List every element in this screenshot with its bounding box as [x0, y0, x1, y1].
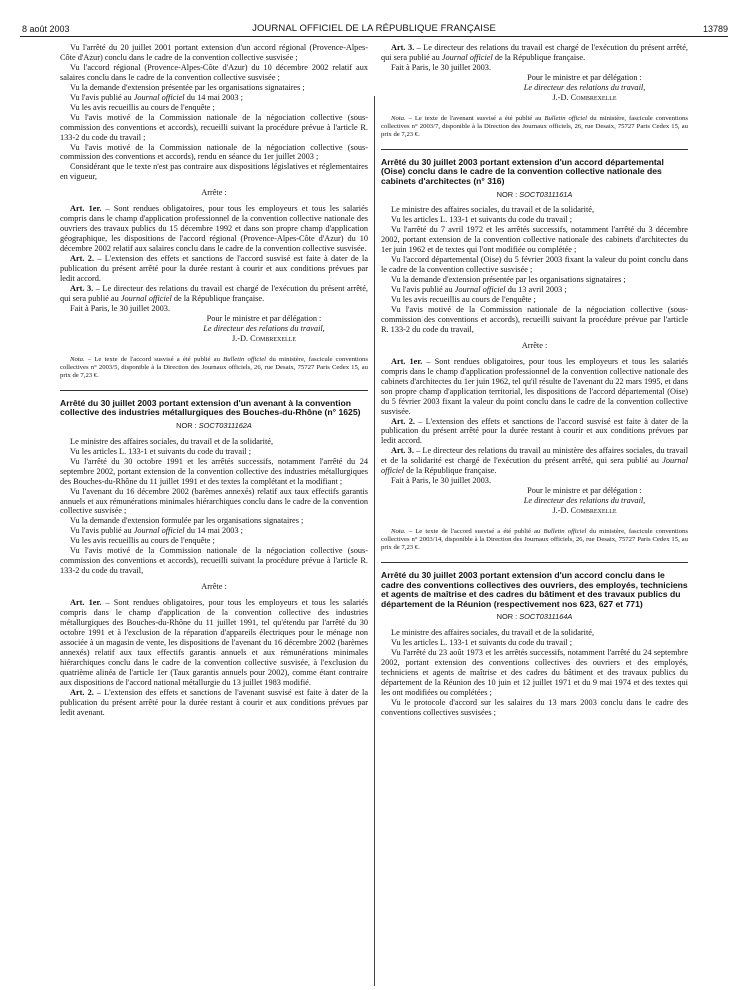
- nota: Nota. – Le texte de l'accord susvisé a été publié au Bulletin officiel du ministère, fascicule conventions collectives n° 2003/5, disponible à la Direction des Journaux officiels, 26, rue Desaix, 75727 Paris Cedex 15, au prix de 7,23 €.: [60, 355, 368, 379]
- article-3: Art. 3. – Le directeur des relations du travail au ministère des affaires sociales, du travail et de la solidarité est chargé de l'exécution du présent arrêté, qui sera publié au Journal officiel de la République française.: [381, 446, 688, 476]
- nor-reference: NOR : SOCT0311161A: [496, 189, 573, 199]
- paragraph: Vu la demande d'extension présentée par les organisations signataires ;: [70, 82, 305, 92]
- article-1: Art. 1er. – Sont rendues obligatoires, pour tous les employeurs et tous les salariés compris dans le champ d'application professionnel de la convention collective nationale des cabinets d'architectes du 1er juin 1962, tel qu'il résulte de l'avenant du 22 mars 1995, et dans son propre champ d'application territorial, les dispositions de l'accord départemental (Oise) du 5 février 2003 fixant la valeur du point conclu dans le cadre de la convention collective susvisée.: [381, 356, 688, 416]
- paragraph: Vu l'arrêté du 23 août 1973 et les arrêtés successifs, notamment l'arrêté du 24 septembre 2002, portant extension des conventions collectives des ouvriers et des employés, techniciens et agents de maîtrise et des cadres du bâtiment et des travaux publics du département de la Réunion des 10 juin et 12 juillet 1971 et du 9 mai 1974 et des textes qui les ont modifiées ou complétées ;: [381, 648, 688, 698]
- article-2: Art. 2. – L'extension des effets et sanctions de l'accord susvisé est faite à dater de la publication du présent arrêté pour la durée restant à courir et aux conditions prévues par ledit accord.: [60, 254, 368, 283]
- paragraph: Vu les avis recueillis au cours de l'enquête ;: [70, 536, 215, 546]
- page-header: [0, 0, 748, 32]
- left-column: [60, 43, 368, 983]
- paragraph: Vu les articles L. 133-1 et suivants du code du travail ;: [391, 215, 573, 225]
- arrete-heading: Arrête :: [201, 582, 227, 592]
- paragraph: Vu le protocole d'accord sur les salaires du 13 mars 2003 conclu dans le cadre des conventions collectives susvisées ;: [381, 698, 688, 717]
- decree-title: Arrêté du 30 juillet 2003 portant extension d'un avenant à la convention collective des industries métallurgiques des Bouches-du-Rhône (n° 1625): [60, 397, 361, 418]
- signature-block: Pour le ministre et par délégation : Le directeur des relations du travail, J.-D. Combrexelle: [203, 313, 325, 343]
- paragraph: Vu la demande d'extension présentée par les organisations signataires ;: [391, 275, 626, 285]
- nota: Nota. – Le texte de l'accord susvisé a été publié au Bulletin officiel du ministère, fascicule conventions collectives n° 2003/14, disponible à la Direction des Journaux officiels, 26, rue Desaix, 75727 Paris Cedex 15, au prix de 7,23 €.: [381, 528, 688, 552]
- article-1: Art. 1er. – Sont rendues obligatoires, pour tous les employeurs et tous les salariés compris dans le champ d'application professionnel de la convention collective nationale des ouvriers des travaux publics du 15 décembre 1992 et dans son propre champ d'application géographique, les dispositions de l'accord régional (Provence-Alpes-Côte d'Azur) du 10 décembre 2002 relatif aux salaires conclu dans le cadre de la convention collective susvisée.: [60, 204, 368, 254]
- paragraph: Vu l'avis motivé de la Commission nationale de la négociation collective (sous-commission des conventions et accords), recueilli suivant la procédure prévue à l'article R. 133-2 du code du travail ;: [60, 112, 368, 142]
- nor-reference: NOR : SOCT0311164A: [496, 612, 573, 622]
- header-journal-title: JOURNAL OFFICIEL DE LA RÉPUBLIQUE FRANÇAISE: [252, 23, 496, 34]
- paragraph: Vu l'arrêté du 20 juillet 2001 portant extension d'un accord régional (Provence-Alpes-Côte d'Azur) conclu dans le cadre de la convention collective susvisée ;: [60, 43, 368, 62]
- fait-a-paris: Fait à Paris, le 30 juillet 2003.: [70, 303, 171, 313]
- section-rule: [381, 149, 688, 150]
- article-3: Art. 3. – Le directeur des relations du travail est chargé de l'exécution du présent arrêté, qui sera publié au Journal officiel de la République française.: [60, 283, 368, 303]
- paragraph: Vu l'avis motivé de la Commission nationale de la négociation collective (sous-commission des conventions et accords), recueilli suivant la procédure prévue à l'article R. 133-2 du code du travail,: [60, 546, 368, 576]
- section-rule: [381, 562, 688, 563]
- paragraph: Vu l'avis motivé de la Commission nationale de la négociation collective (sous-commission des conventions et accords), rendu en séance du 1er juillet 2003 ;: [60, 142, 368, 162]
- paragraph: Vu les articles L. 133-1 et suivants du code du travail ;: [391, 638, 573, 648]
- fait-a-paris: Fait à Paris, le 30 juillet 2003.: [391, 476, 492, 486]
- paragraph: Vu l'accord départemental (Oise) du 5 février 2003 fixant la valeur du point conclu dans le cadre de la convention collective susvisée ;: [381, 255, 688, 275]
- paragraph: Vu l'avis publié au Journal officiel du 13 avril 2003 ;: [391, 285, 567, 295]
- paragraph: Vu la demande d'extension formulée par les organisations signataires ;: [70, 516, 304, 526]
- fait-a-paris: Fait à Paris, le 30 juillet 2003.: [391, 62, 492, 72]
- article-2: Art. 2. – L'extension des effets et sanctions de l'avenant susvisé est faite à dater de la publication du présent arrêté pour la durée restant à courir et aux conditions prévues par ledit avenant.: [60, 687, 368, 717]
- paragraph: Vu l'avis motivé de la Commission nationale de la négociation collective (sous-commission des conventions et accords), recueilli suivant la procédure prévue par l'article R. 133-2 du code du travail,: [381, 304, 688, 334]
- article-1: Art. 1er. – Sont rendues obligatoires, pour tous les employeurs et tous les salariés compris dans le champ d'application de la convention collective des industries métallurgiques des Bouches-du-Rhône du 11 juillet 1991, tel qu'étendu par l'arrêté du 30 octobre 1991 et à l'exclusion de la réparation d'appareils électriques pour le ménage non associée à un magasin de vente, les dispositions de l'avenant du 16 décembre 2002 (barèmes annexés) relatif aux taux effectifs garantis annuels et aux rémunérations minimales hiérarchiques conclu dans le cadre de la convention collective susvisée, à l'exclusion du quatrième alinéa de l'article 1er (Taux garantis annuels pour 2002), comme étant contraire aux dispositions de l'accord national métallurgie du 13 juillet 1983 modifié.: [60, 598, 368, 687]
- paragraph: Vu l'avis publié au Journal officiel du 14 mai 2003 ;: [70, 526, 243, 536]
- paragraph: Le ministre des affaires sociales, du travail et de la solidarité,: [70, 436, 274, 446]
- header-page-number: 13789: [702, 24, 728, 34]
- paragraph: Le ministre des affaires sociales, du travail et de la solidarité,: [391, 205, 595, 215]
- arrete-heading: Arrête :: [201, 188, 227, 198]
- paragraph: Le ministre des affaires sociales, du travail et de la solidarité,: [391, 628, 595, 638]
- nota: Nota. – Le texte de l'avenant susvisé a été publié au Bulletin officiel du ministère, fascicule conventions collectives n° 2003/7, disponible à la Direction des Journaux officiels, 26, rue Desaix, 75727 Paris Cedex 15, au prix de 7,23 €.: [381, 114, 688, 138]
- article-2: Art. 2. – L'extension des effets et sanctions de l'accord susvisé est faite à dater de la publication du présent arrêté pour la durée restant à courir et aux conditions prévues par ledit accord.: [381, 416, 688, 446]
- signature-block: Pour le ministre et par délégation : Le directeur des relations du travail, J.-D. Combrexelle: [523, 486, 646, 516]
- header-date: 8 août 2003: [22, 24, 70, 34]
- paragraph: Vu l'arrêté du 30 octobre 1991 et les arrêtés successifs, notamment l'arrêté du 24 septembre 2002, portant extension de la convention collective des industries métallurgiques des Bouches-du-Rhône du 11 juillet 1991 et des textes la complétant et la modifiant ;: [60, 456, 368, 486]
- paragraph: Considérant que le texte n'est pas contraire aux dispositions législatives et réglementaires en vigueur,: [60, 162, 368, 182]
- decree-title: Arrêté du 30 juillet 2003 portant extension d'un accord conclu dans le cadre des conventions collectives des ouvriers, des employés, techniciens et agents de maîtrise et des cadres du bâtiment et des travaux publics du département de la Réunion (respectivement nos 623, 627 et 771): [381, 570, 688, 609]
- paragraph: Vu les avis recueillis au cours de l'enquête ;: [70, 102, 215, 112]
- arrete-heading: Arrête :: [521, 340, 548, 350]
- right-column: [381, 43, 688, 983]
- nor-reference: NOR : SOCT0311162A: [176, 420, 252, 430]
- header-rule: [20, 36, 728, 37]
- paragraph: Vu l'arrêté du 7 avril 1972 et les arrêtés successifs, notamment l'arrêté du 3 décembre 2002, portant extension de la convention collective nationale des cabinets d'architectes du 1er juin 1962 et de textes qui l'ont modifiée ou complétée ;: [381, 225, 688, 255]
- section-rule: [60, 390, 368, 391]
- decree-title: Arrêté du 30 juillet 2003 portant extension d'un accord départemental (Oise) conclu dans le cadre de la convention collective nationale des cabinets d'architectes (n° 316): [381, 156, 664, 186]
- paragraph: Vu les articles L. 133-1 et suivants du code du travail ;: [70, 446, 252, 456]
- paragraph: Vu l'avis publié au Journal officiel du 14 mai 2003 ;: [70, 92, 243, 102]
- paragraph: Vu les avis recueillis au cours de l'enquête ;: [391, 295, 536, 305]
- article-3: Art. 3. – Le directeur des relations du travail est chargé de l'exécution du présent arrêté, qui sera publié au Journal officiel de la République française.: [381, 43, 688, 62]
- column-divider: [374, 96, 375, 986]
- signature-block: Pour le ministre et par délégation : Le directeur des relations du travail, J.-D. Combrexelle: [523, 72, 646, 102]
- paragraph: Vu l'avenant du 16 décembre 2002 (barèmes annexés) relatif aux taux effectifs garantis annuels et aux rémunérations minimales hiérarchiques conclu dans le cadre de la convention collective susvisée ;: [60, 486, 368, 516]
- paragraph: Vu l'accord régional (Provence-Alpes-Côte d'Azur) du 10 décembre 2002 relatif aux salaires conclu dans le cadre de la convention collective susvisée ;: [60, 62, 368, 82]
